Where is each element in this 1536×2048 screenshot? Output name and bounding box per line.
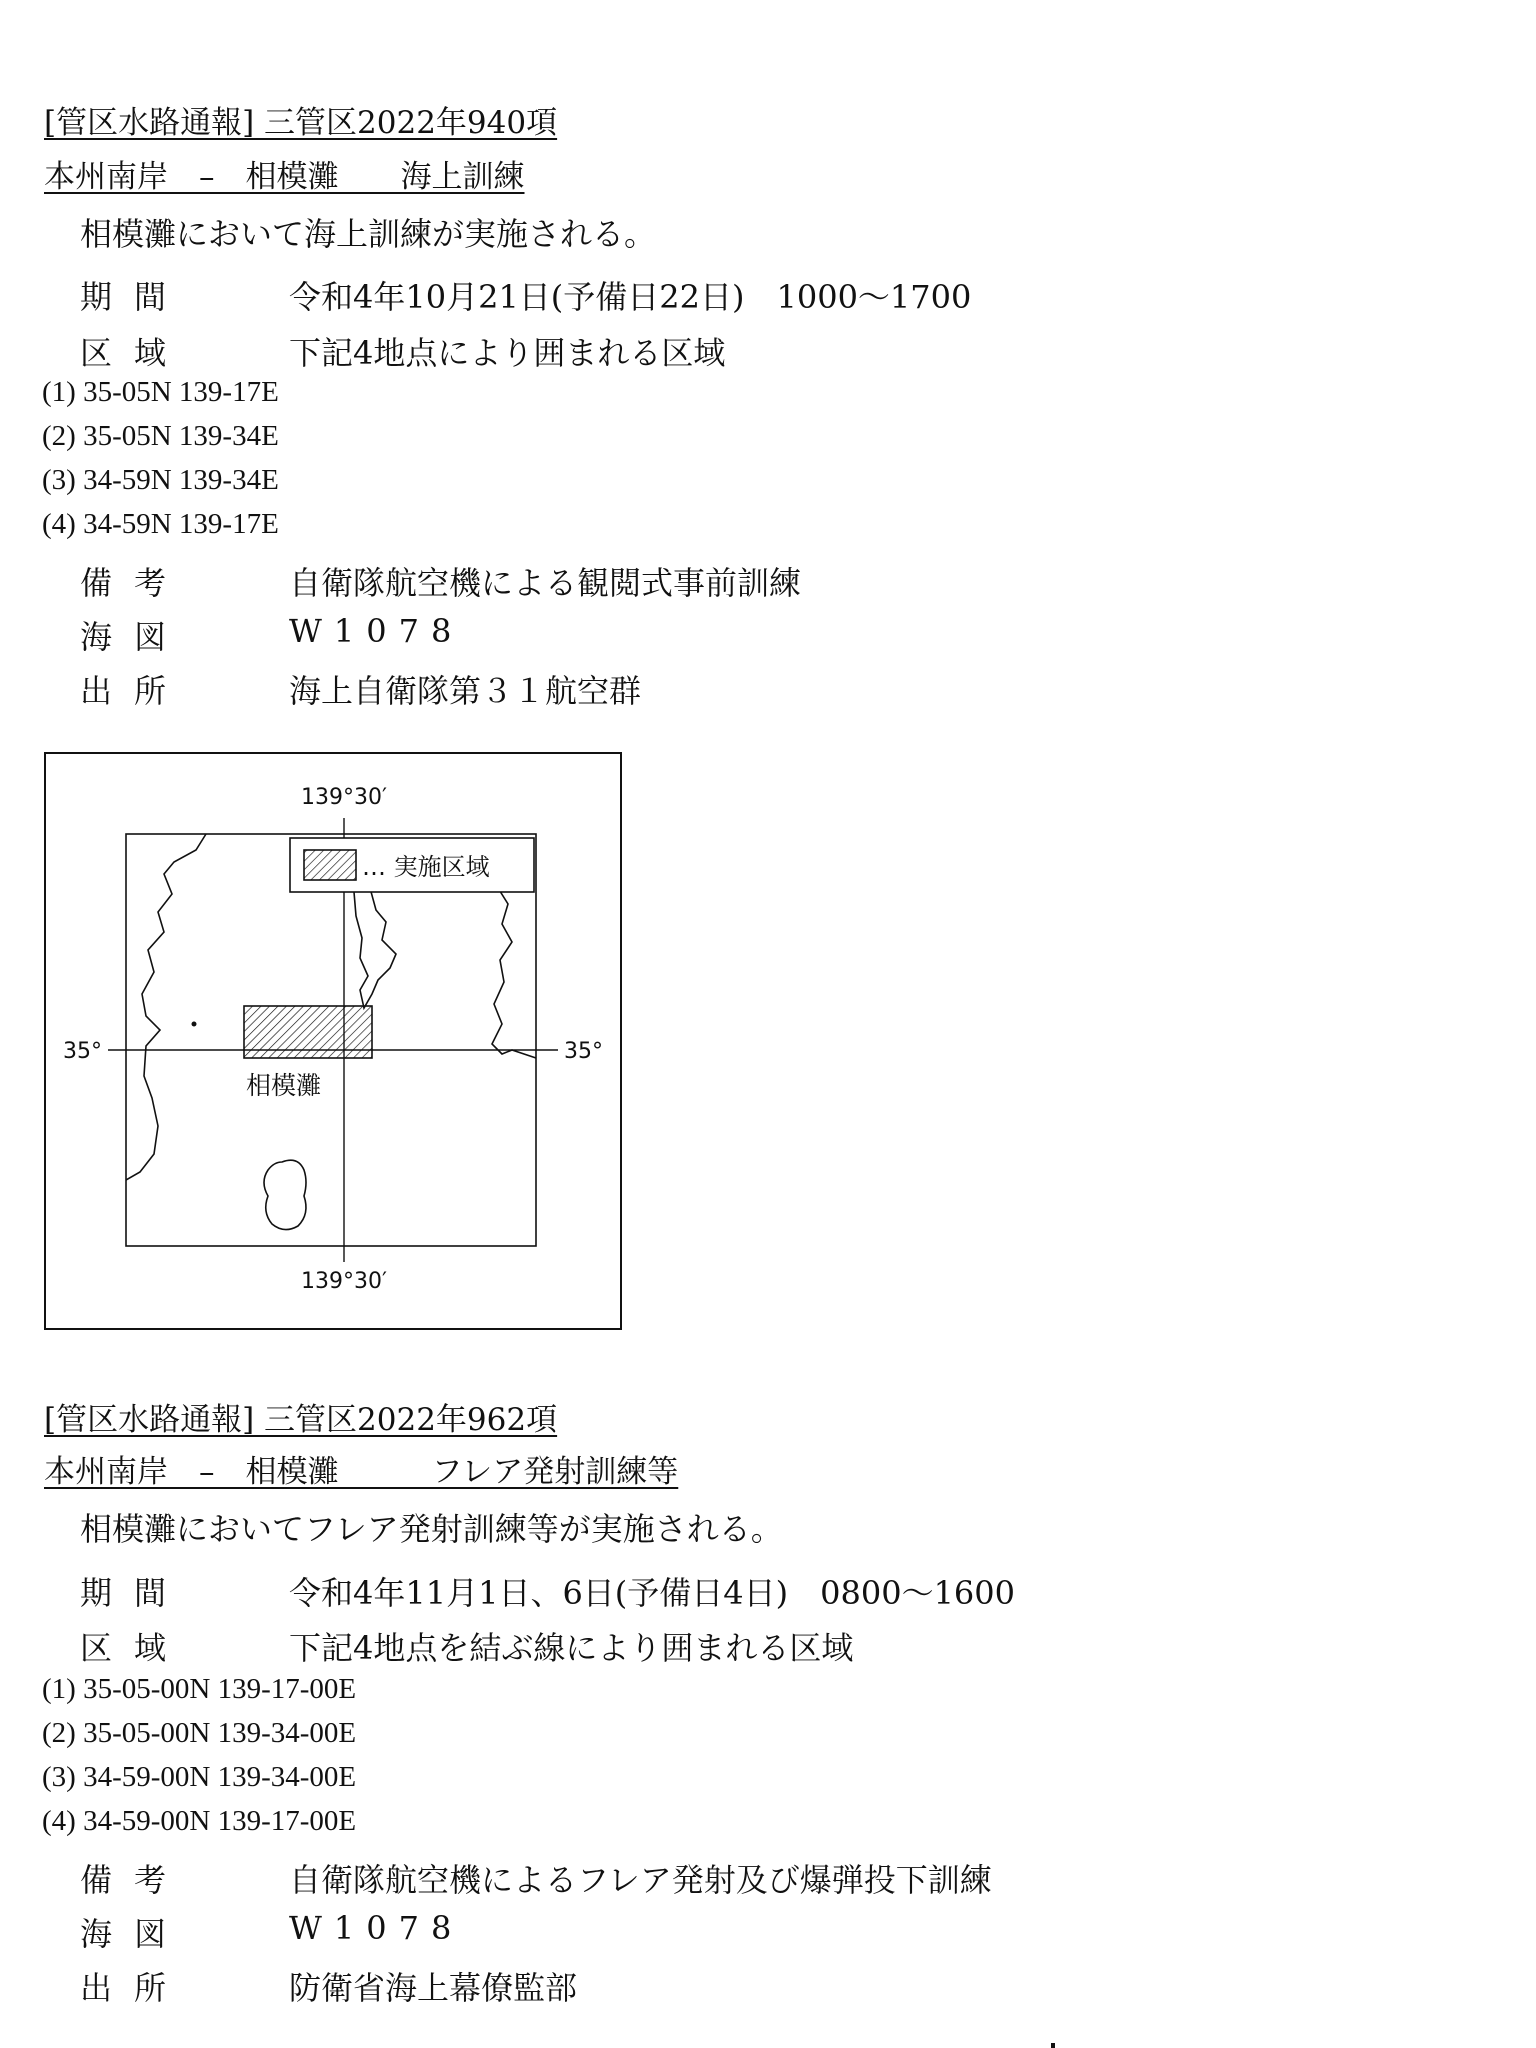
area-map-drawing: [46, 754, 620, 1328]
coordinate-point-1: (1) 35-05N 139-17E: [42, 376, 279, 408]
source-label: 出所: [80, 672, 189, 710]
period-value: 令和4年11月1日、6日(予備日4日) 0800〜1600: [289, 1574, 1016, 1612]
chart-label: 海図: [80, 1915, 189, 1953]
area-name-label: 相模灘: [246, 1071, 322, 1100]
period-label: 期間: [80, 278, 189, 316]
remarks-label: 備考: [80, 564, 189, 602]
area-value: 下記4地点を結ぶ線により囲まれる区域: [289, 1629, 854, 1667]
coordinate-point-1: (1) 35-05-00N 139-17-00E: [42, 1673, 357, 1705]
period-label: 期間: [80, 1574, 189, 1612]
area-map: [44, 752, 622, 1330]
implementation-area: [244, 1006, 372, 1058]
legend-text: … 実施区域: [362, 853, 490, 881]
island-oshima: [264, 1160, 306, 1229]
left-latitude-label: 35°: [63, 1039, 102, 1064]
area-value: 下記4地点により囲まれる区域: [289, 334, 726, 372]
top-longitude-label: 139°30′: [301, 785, 387, 810]
chart-value: W1078: [289, 612, 464, 650]
source-value: 海上自衛隊第３１航空群: [289, 672, 642, 710]
coordinate-point-4: (4) 34-59N 139-17E: [42, 508, 279, 540]
coastline-boso: [492, 888, 536, 1058]
chart-value: W1078: [289, 1909, 464, 1947]
remarks-label: 備考: [80, 1861, 189, 1899]
coastline-west: [126, 834, 206, 1180]
notice-title: 本州南岸 – 相模灘 海上訓練: [44, 159, 525, 195]
coastline-miura: [354, 888, 396, 1008]
notice-header: [管区水路通報] 三管区2022年962項: [44, 1402, 558, 1438]
remarks-value: 自衛隊航空機によるフレア発射及び爆弾投下訓練: [289, 1861, 992, 1899]
notice-summary: 相模灘において海上訓練が実施される。: [80, 215, 657, 253]
chart-label: 海図: [80, 618, 189, 656]
coordinate-point-2: (2) 35-05-00N 139-34-00E: [42, 1717, 357, 1749]
notice-962: [44, 1395, 1504, 2015]
source-value: 防衛省海上幕僚監部: [289, 1969, 578, 2007]
area-label: 区域: [80, 334, 189, 372]
notice-header: [管区水路通報] 三管区2022年940項: [44, 105, 558, 141]
islet: [192, 1022, 197, 1027]
right-latitude-label: 35°: [564, 1039, 603, 1064]
coordinate-point-2: (2) 35-05N 139-34E: [42, 420, 279, 452]
notice-summary: 相模灘においてフレア発射訓練等が実施される。: [80, 1510, 783, 1548]
coordinate-point-3: (3) 34-59N 139-34E: [42, 464, 279, 496]
coordinate-point-3: (3) 34-59-00N 139-34-00E: [42, 1761, 357, 1793]
scan-speck: [1051, 2043, 1055, 2048]
notice-940: [44, 100, 1504, 720]
legend-swatch: [304, 850, 356, 880]
bottom-longitude-label: 139°30′: [301, 1269, 387, 1294]
area-label: 区域: [80, 1629, 189, 1667]
notice-title: 本州南岸 – 相模灘 フレア発射訓練等: [44, 1454, 679, 1490]
coordinate-point-4: (4) 34-59-00N 139-17-00E: [42, 1805, 357, 1837]
period-value: 令和4年10月21日(予備日22日) 1000〜1700: [289, 278, 972, 316]
source-label: 出所: [80, 1969, 189, 2007]
remarks-value: 自衛隊航空機による観閲式事前訓練: [289, 564, 802, 602]
